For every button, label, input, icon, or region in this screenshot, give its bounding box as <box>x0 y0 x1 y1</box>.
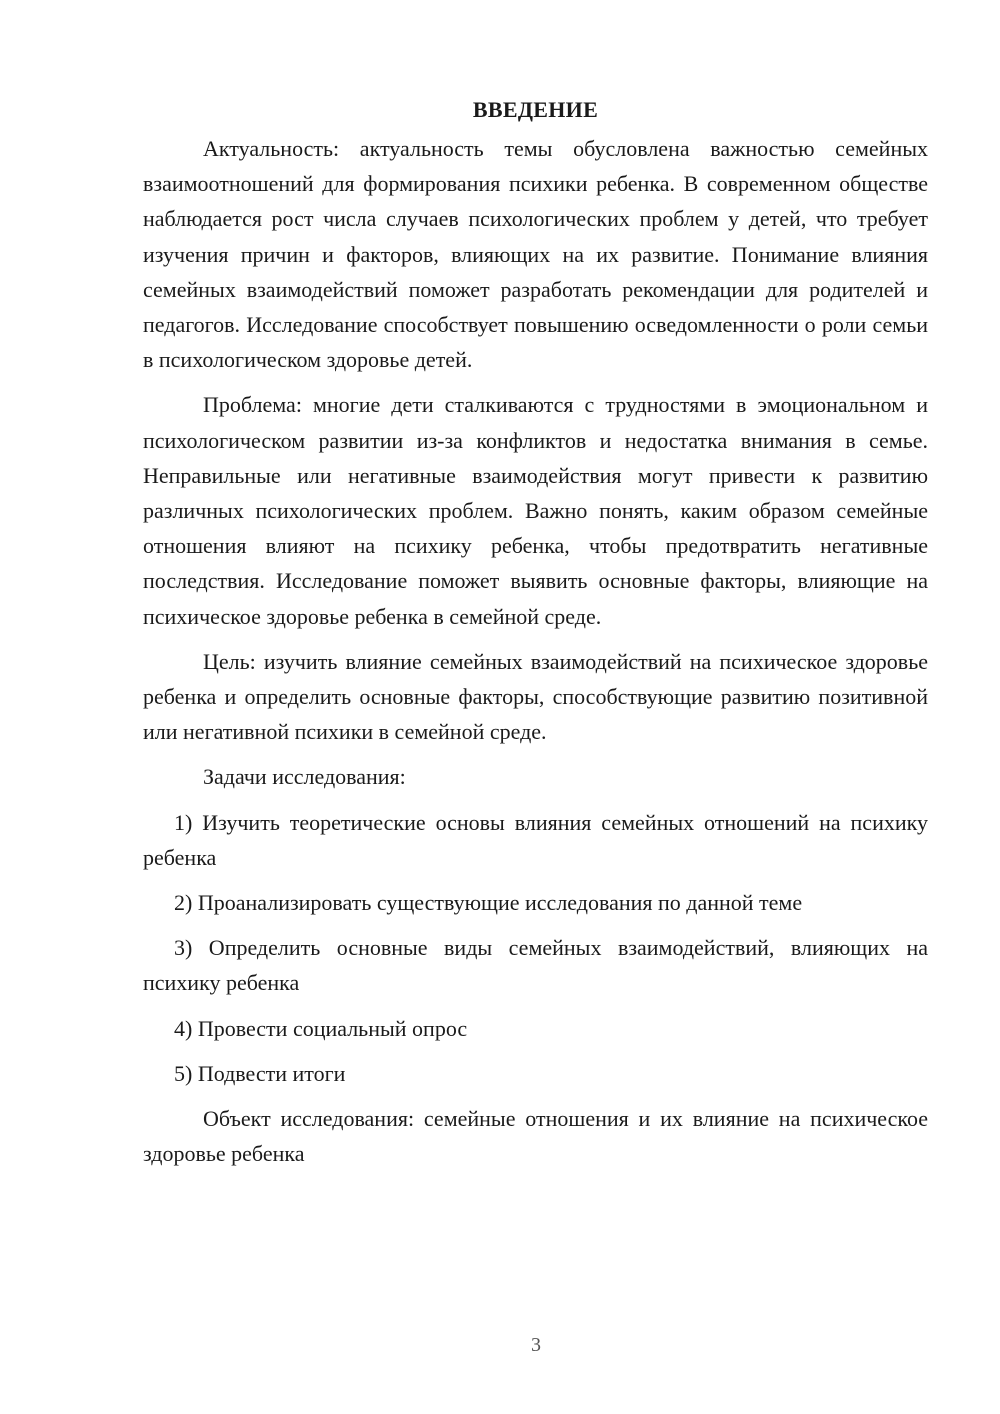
section-title: ВВЕДЕНИЕ <box>472 97 599 122</box>
goal-paragraph: Цель: изучить влияние семейных взаимодействий на психическое здоровье ребенка и определить основные факторы, способствующие развитию позитивной или негативной психики в семейной среде. <box>143 648 928 745</box>
task-item: 2) Проанализировать существующие исследования по данной теме <box>174 890 803 916</box>
task-item: 1) Изучить теоретические основы влияния семейных отношений на психику ребенка <box>143 809 928 870</box>
document-page <box>143 92 928 1181</box>
object-paragraph: Объект исследования: семейные отношения и их влияние на психическое здоровье ребенка <box>143 1106 928 1167</box>
task-item: 5) Подвести итоги <box>174 1060 346 1086</box>
tasks-heading: Задачи исследования: <box>203 764 406 790</box>
relevance-paragraph: Актуальность: актуальность темы обусловлена важностью семейных взаимоотношений для формирования психики ребенка. В современном обществе наблюдается рост числа случаев психологических проблем у детей, что требует изучения причин и факторов, влияющих на их развитие. Понимание влияния семейных взаимодействий поможет разработать рекомендации для родителей и педагогов. Исследование способствует повышению осведомленности о роли семьи в психологическом здоровье детей. <box>143 136 928 373</box>
page-number: 3 <box>531 1334 541 1356</box>
problem-paragraph: Проблема: многие дети сталкиваются с трудностями в эмоциональном и психологическом развитии из-за конфликтов и недостатка внимания в семье. Неправильные или негативные взаимодействия могут привести к развитию различных психологических проблем. Важно понять, каким образом семейные отношения влияют на психику ребенка, чтобы предотвратить негативные последствия. Исследование поможет выявить основные факторы, влияющие на психическое здоровье ребенка в семейной среде. <box>143 392 928 629</box>
task-item: 3) Определить основные виды семейных взаимодействий, влияющих на психику ребенка <box>143 935 928 996</box>
task-item: 4) Провести социальный опрос <box>174 1015 468 1041</box>
